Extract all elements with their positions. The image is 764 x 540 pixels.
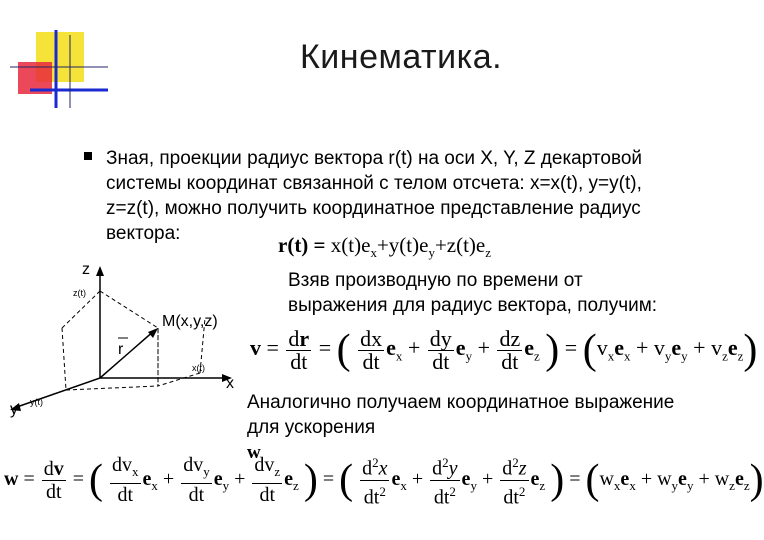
bullet-line-1: Зная, проекции радиус вектора r(t) на оси X, Y, Z декартовой: [106, 148, 643, 169]
label-axis-x: x: [226, 375, 234, 392]
label-axis-y: y: [10, 401, 18, 418]
coordinate-diagram: [0, 258, 250, 430]
label-tick-z: z(t): [73, 288, 86, 298]
radius-vector-arrow: [148, 328, 158, 338]
accel-line-1: Аналогично получаем координатное выражение: [247, 392, 675, 413]
bullet-marker: [84, 152, 92, 160]
bullet-line-3: z=z(t), можно получить координатное представление радиус: [106, 198, 641, 219]
dashed-box-lines: [62, 291, 205, 390]
axis-y-line: [14, 378, 100, 408]
formula-term-y: +y(t)e: [376, 233, 429, 257]
radius-vector-formula: [278, 233, 491, 261]
bullet-line-2: системы координат связанной с телом отсчета: x=x(t), y=y(t),: [106, 173, 642, 194]
label-point-m: M(x,y,z): [162, 313, 218, 330]
slide-title: Кинематика.: [300, 38, 503, 76]
axis-z-arrow: [96, 266, 104, 276]
formula-term-x: x(t)e: [330, 233, 371, 257]
formula-sub-y: y: [428, 245, 435, 261]
label-axis-z: z: [82, 261, 90, 278]
corner-decoration: [0, 0, 110, 115]
derivative-line-1: Взяв производную по времени от: [288, 270, 583, 291]
bullet-line-4: вектора:: [106, 223, 181, 244]
derivative-line-2: выражения для радиус вектора, получим:: [288, 295, 658, 316]
formula-term-z: +z(t)e: [434, 233, 486, 257]
formula-sub-z: z: [485, 245, 492, 261]
formula-r-lhs: r(t) =: [278, 233, 326, 257]
label-vector-r: r: [118, 341, 124, 358]
accel-symbol-w: w: [247, 442, 261, 463]
accel-line-2-text: для ускорения: [247, 417, 376, 438]
label-tick-y: y(t): [30, 397, 43, 407]
label-tick-x: x(t): [192, 363, 205, 373]
acceleration-formula: w = $\frac{dv}{dt}$ = ( $\frac{dv_x}{dt}$ $e_x$ + $\frac{dv_y}{dt}$ $e_y$ + $\frac{dv_z}{dt}$ $e_z$ ) = ( $\frac{d^2x}{dt^2}$ $e_x$ + $\frac{d^2y}{dt^2}$ $e_y$ + $\frac{d^2z}{dt^2}$ $e_z$ ) = $(w_xe_x + w_ye_y + w_ze_z)$: [4, 452, 764, 508]
bullet-paragraph: [106, 146, 696, 246]
formula-sub-x: x: [370, 245, 377, 261]
dashed-projection-lines: [66, 291, 200, 390]
velocity-formula: v = $\frac{dr}{dt}$ = ( $\frac{dx}{dt}$ $e_x$ + $\frac{dy}{dt}$ $e_y$ + $\frac{dz}{dt}$ $e_z$ ) = $(v_xe_x + v_ye_y + v_ze_z)$: [250, 325, 758, 374]
radius-vector-line: [100, 330, 155, 378]
derivative-text: [288, 268, 657, 318]
